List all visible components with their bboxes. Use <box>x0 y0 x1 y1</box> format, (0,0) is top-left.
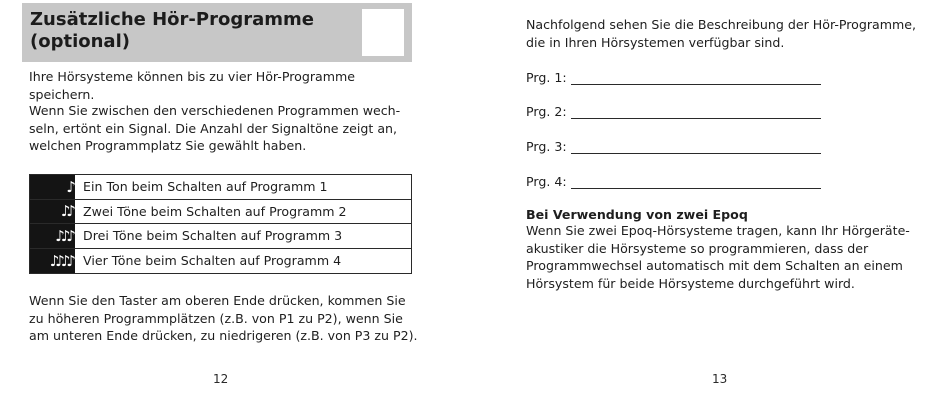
program-label: Prg. 2: <box>526 104 567 119</box>
page-number: 13 <box>712 372 728 386</box>
music-notes-icon: ♪♪♪ <box>30 224 75 248</box>
epoq-line: Hörsystem für beide Hörsysteme durchgeführt wird. <box>526 275 855 291</box>
program-4-line <box>526 171 821 189</box>
tone-label: Zwei Töne beim Schalten auf Programm 2 <box>83 203 347 219</box>
title-marker-box <box>362 9 404 56</box>
page-number: 12 <box>213 372 229 386</box>
tone-row <box>30 249 411 274</box>
button-paragraph <box>29 292 429 345</box>
signal-line: seln, ertönt ein Signal. Die Anzahl der Signaltöne zeigt an, <box>29 120 398 136</box>
title-line-2: (optional) <box>30 31 130 52</box>
write-in-line <box>571 141 821 154</box>
write-in-line <box>571 106 821 119</box>
program-label: Prg. 1: <box>526 70 567 85</box>
write-in-line <box>571 72 821 85</box>
tone-label: Ein Ton beim Schalten auf Programm 1 <box>83 179 328 195</box>
signal-line: welchen Programmplatz Sie gewählt haben. <box>29 138 307 153</box>
tone-label: Drei Töne beim Schalten auf Programm 3 <box>83 228 343 244</box>
section-title-bar <box>22 3 412 62</box>
tone-row <box>30 175 411 200</box>
music-notes-icon: ♪♪♪♪ <box>30 249 75 274</box>
tone-table <box>29 174 412 274</box>
program-label: Prg. 3: <box>526 139 567 154</box>
signal-line: Wenn Sie zwischen den verschiedenen Programmen wech- <box>29 103 401 118</box>
right-page <box>475 0 950 402</box>
epoq-paragraph <box>526 222 936 292</box>
intro-line: Nachfolgend sehen Sie die Beschreibung der Hör-Programme, <box>526 17 917 32</box>
program-1-line <box>526 67 821 85</box>
music-notes-icon: ♪♪ <box>30 200 75 224</box>
program-label: Prg. 4: <box>526 174 567 189</box>
music-note-icon: ♪ <box>30 175 75 199</box>
tone-row <box>30 224 411 249</box>
program-intro-paragraph <box>526 16 936 51</box>
program-3-line <box>526 136 821 154</box>
left-page <box>0 0 440 402</box>
button-line: am unteren Ende drücken, zu niedrigeren (z.B. von P3 zu P2). <box>29 328 418 343</box>
signal-paragraph <box>29 102 424 155</box>
page-title <box>30 9 360 53</box>
epoq-line: akustiker die Hörsysteme so programmieren, dass der <box>526 240 869 256</box>
tone-label: Vier Töne beim Schalten auf Programm 4 <box>83 253 342 269</box>
button-line: Wenn Sie den Taster am oberen Ende drücken, kommen Sie <box>29 293 406 308</box>
program-2-line <box>526 101 821 119</box>
tone-row <box>30 200 411 225</box>
title-line-1: Zusätzliche Hör-Programme <box>30 9 314 30</box>
button-line: zu höheren Programmplätzen (z.B. von P1 zu P2), wenn Sie <box>29 310 403 326</box>
epoq-heading: Bei Verwendung von zwei Epoq <box>526 207 748 222</box>
intro-paragraph: Ihre Hörsysteme können bis zu vier Hör-Programme speichern. <box>29 69 356 102</box>
write-in-line <box>571 176 821 189</box>
intro-line: die in Ihren Hörsystemen verfügbar sind. <box>526 34 785 50</box>
epoq-line: Wenn Sie zwei Epoq-Hörsysteme tragen, kann Ihr Hörgeräte- <box>526 223 910 238</box>
epoq-line: Programmwechsel automatisch mit dem Schalten an einem <box>526 258 903 273</box>
